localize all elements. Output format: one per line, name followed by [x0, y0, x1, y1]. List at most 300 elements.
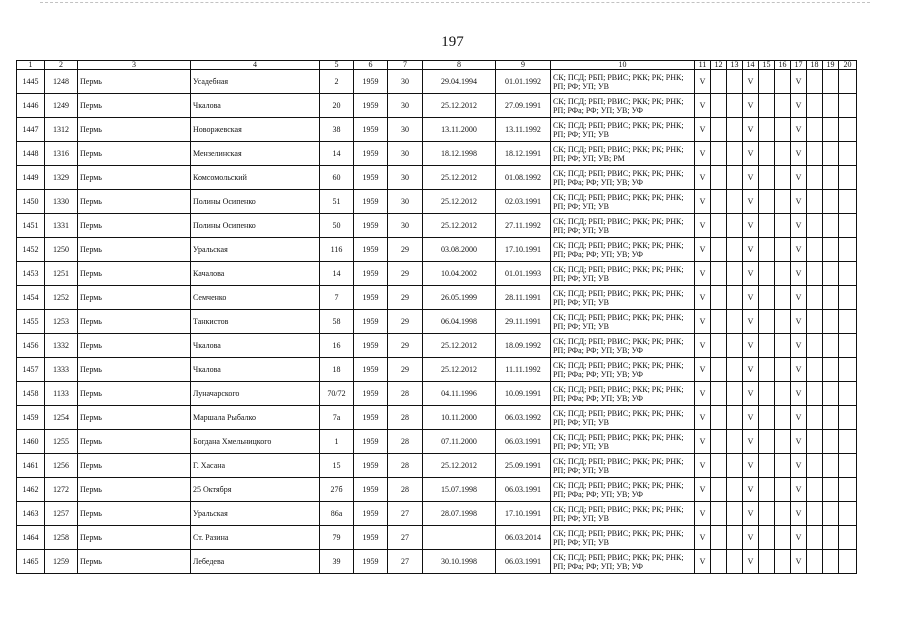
mark-cell-col-16 [775, 406, 791, 430]
wear-value-cell: 30 [388, 190, 423, 214]
mark-cell-col-12 [711, 118, 727, 142]
work-codes-cell: СК; ПСД; РБП; РВИС; РКК; РК; РНК; РП; РФа; РФ; УП; УВ; УФ [551, 358, 695, 382]
table-body [17, 70, 857, 574]
date-cell: 04.11.1996 [423, 382, 496, 406]
mark-cell-col-18 [807, 238, 823, 262]
date-cell: 17.10.1991 [496, 238, 551, 262]
mark-cell-col-11: V [695, 286, 711, 310]
mark-cell-col-19 [823, 454, 839, 478]
house-number-cell: 7а [320, 406, 354, 430]
date-cell: 18.12.1991 [496, 142, 551, 166]
mark-cell-col-15 [759, 502, 775, 526]
date-cell: 06.03.1991 [496, 430, 551, 454]
street-cell: Комсомольский [191, 166, 320, 190]
page-number: 197 [441, 34, 464, 50]
mark-cell-col-14: V [743, 142, 759, 166]
mark-cell-col-18 [807, 478, 823, 502]
mark-cell-col-16 [775, 430, 791, 454]
mark-cell-col-13 [727, 214, 743, 238]
mark-cell-col-14: V [743, 502, 759, 526]
mark-cell-col-20 [839, 214, 857, 238]
object-id-cell: 1251 [45, 262, 78, 286]
work-codes-cell: СК; ПСД; РБП; РВИС; РКК; РК; РНК; РП; РФа; РФ; УП; УВ; УФ [551, 166, 695, 190]
mark-cell-col-18 [807, 286, 823, 310]
street-cell: Полины Осипенко [191, 214, 320, 238]
row-number-cell: 1451 [17, 214, 45, 238]
mark-cell-col-16 [775, 454, 791, 478]
mark-cell-col-19 [823, 286, 839, 310]
work-codes-cell: СК; ПСД; РБП; РВИС; РКК; РК; РНК; РП; РФ; УП; УВ; РМ [551, 142, 695, 166]
date-cell: 06.03.2014 [496, 526, 551, 550]
col-header: 19 [823, 61, 839, 70]
mark-cell-col-20 [839, 286, 857, 310]
date-cell: 06.04.1998 [423, 310, 496, 334]
mark-cell-col-19 [823, 70, 839, 94]
street-cell: Г. Хасана [191, 454, 320, 478]
mark-cell-col-13 [727, 406, 743, 430]
row-number-cell: 1456 [17, 334, 45, 358]
mark-cell-col-11: V [695, 550, 711, 574]
wear-value-cell: 28 [388, 430, 423, 454]
mark-cell-col-15 [759, 334, 775, 358]
mark-cell-col-11: V [695, 70, 711, 94]
build-year-cell: 1959 [354, 70, 388, 94]
table-row [17, 478, 857, 502]
wear-value-cell: 28 [388, 478, 423, 502]
mark-cell-col-11: V [695, 358, 711, 382]
mark-cell-col-15 [759, 526, 775, 550]
mark-cell-col-14: V [743, 526, 759, 550]
mark-cell-col-11: V [695, 502, 711, 526]
street-cell: Богдана Хмельницкого [191, 430, 320, 454]
mark-cell-col-20 [839, 502, 857, 526]
build-year-cell: 1959 [354, 166, 388, 190]
mark-cell-col-12 [711, 166, 727, 190]
row-number-cell: 1450 [17, 190, 45, 214]
mark-cell-col-13 [727, 502, 743, 526]
object-id-cell: 1248 [45, 70, 78, 94]
col-header: 1 [17, 61, 45, 70]
build-year-cell: 1959 [354, 430, 388, 454]
work-codes-cell: СК; ПСД; РБП; РВИС; РКК; РК; РНК; РП; РФ; УП; УВ [551, 286, 695, 310]
mark-cell-col-16 [775, 286, 791, 310]
col-header: 15 [759, 61, 775, 70]
mark-cell-col-15 [759, 310, 775, 334]
date-cell: 18.12.1998 [423, 142, 496, 166]
date-cell: 15.07.1998 [423, 478, 496, 502]
mark-cell-col-18 [807, 142, 823, 166]
mark-cell-col-18 [807, 70, 823, 94]
mark-cell-col-15 [759, 166, 775, 190]
mark-cell-col-19 [823, 334, 839, 358]
object-id-cell: 1272 [45, 478, 78, 502]
wear-value-cell: 30 [388, 166, 423, 190]
date-cell: 29.11.1991 [496, 310, 551, 334]
mark-cell-col-17: V [791, 238, 807, 262]
mark-cell-col-12 [711, 238, 727, 262]
mark-cell-col-12 [711, 214, 727, 238]
col-header: 10 [551, 61, 695, 70]
mark-cell-col-19 [823, 214, 839, 238]
mark-cell-col-15 [759, 70, 775, 94]
mark-cell-col-17: V [791, 262, 807, 286]
object-id-cell: 1255 [45, 430, 78, 454]
mark-cell-col-12 [711, 550, 727, 574]
mark-cell-col-11: V [695, 166, 711, 190]
mark-cell-col-15 [759, 94, 775, 118]
mark-cell-col-17: V [791, 382, 807, 406]
mark-cell-col-20 [839, 334, 857, 358]
mark-cell-col-20 [839, 454, 857, 478]
mark-cell-col-15 [759, 406, 775, 430]
mark-cell-col-18 [807, 430, 823, 454]
city-cell: Пермь [78, 454, 191, 478]
mark-cell-col-19 [823, 310, 839, 334]
date-cell: 10.09.1991 [496, 382, 551, 406]
mark-cell-col-11: V [695, 214, 711, 238]
object-id-cell: 1133 [45, 382, 78, 406]
mark-cell-col-12 [711, 310, 727, 334]
mark-cell-col-17: V [791, 142, 807, 166]
city-cell: Пермь [78, 406, 191, 430]
object-id-cell: 1330 [45, 190, 78, 214]
mark-cell-col-18 [807, 454, 823, 478]
mark-cell-col-20 [839, 358, 857, 382]
mark-cell-col-17: V [791, 190, 807, 214]
city-cell: Пермь [78, 526, 191, 550]
city-cell: Пермь [78, 550, 191, 574]
object-id-cell: 1254 [45, 406, 78, 430]
mark-cell-col-11: V [695, 118, 711, 142]
city-cell: Пермь [78, 70, 191, 94]
build-year-cell: 1959 [354, 478, 388, 502]
row-number-cell: 1454 [17, 286, 45, 310]
table-row [17, 238, 857, 262]
row-number-cell: 1455 [17, 310, 45, 334]
mark-cell-col-19 [823, 238, 839, 262]
col-header: 12 [711, 61, 727, 70]
mark-cell-col-20 [839, 478, 857, 502]
wear-value-cell: 30 [388, 142, 423, 166]
work-codes-cell: СК; ПСД; РБП; РВИС; РКК; РК; РНК; РП; РФа; РФ; УП; УВ; УФ [551, 550, 695, 574]
col-header: 8 [423, 61, 496, 70]
mark-cell-col-15 [759, 262, 775, 286]
table-row [17, 118, 857, 142]
table-row [17, 166, 857, 190]
row-number-cell: 1459 [17, 406, 45, 430]
row-number-cell: 1446 [17, 94, 45, 118]
mark-cell-col-14: V [743, 166, 759, 190]
mark-cell-col-20 [839, 94, 857, 118]
mark-cell-col-15 [759, 118, 775, 142]
work-codes-cell: СК; ПСД; РБП; РВИС; РКК; РК; РНК; РП; РФ; УП; УВ [551, 310, 695, 334]
work-codes-cell: СК; ПСД; РБП; РВИС; РКК; РК; РНК; РП; РФа; РФ; УП; УВ; УФ [551, 334, 695, 358]
mark-cell-col-19 [823, 502, 839, 526]
mark-cell-col-18 [807, 406, 823, 430]
wear-value-cell: 29 [388, 262, 423, 286]
house-number-cell: 27б [320, 478, 354, 502]
mark-cell-col-19 [823, 94, 839, 118]
table-row [17, 358, 857, 382]
object-id-cell: 1253 [45, 310, 78, 334]
mark-cell-col-13 [727, 94, 743, 118]
table-row [17, 454, 857, 478]
street-cell: Усадебная [191, 70, 320, 94]
mark-cell-col-19 [823, 262, 839, 286]
table-row [17, 550, 857, 574]
mark-cell-col-15 [759, 478, 775, 502]
mark-cell-col-18 [807, 358, 823, 382]
date-cell: 29.04.1994 [423, 70, 496, 94]
wear-value-cell: 30 [388, 94, 423, 118]
row-number-cell: 1447 [17, 118, 45, 142]
mark-cell-col-13 [727, 286, 743, 310]
date-cell: 28.07.1998 [423, 502, 496, 526]
col-header: 18 [807, 61, 823, 70]
mark-cell-col-20 [839, 142, 857, 166]
mark-cell-col-14: V [743, 286, 759, 310]
house-number-cell: 70/72 [320, 382, 354, 406]
mark-cell-col-17: V [791, 286, 807, 310]
work-codes-cell: СК; ПСД; РБП; РВИС; РКК; РК; РНК; РП; РФ; УП; УВ [551, 70, 695, 94]
mark-cell-col-13 [727, 166, 743, 190]
table-row [17, 286, 857, 310]
mark-cell-col-12 [711, 262, 727, 286]
mark-cell-col-19 [823, 430, 839, 454]
mark-cell-col-18 [807, 382, 823, 406]
date-cell: 13.11.2000 [423, 118, 496, 142]
object-id-cell: 1256 [45, 454, 78, 478]
table-row [17, 526, 857, 550]
mark-cell-col-20 [839, 382, 857, 406]
mark-cell-col-19 [823, 142, 839, 166]
mark-cell-col-20 [839, 190, 857, 214]
build-year-cell: 1959 [354, 406, 388, 430]
mark-cell-col-17: V [791, 310, 807, 334]
house-number-cell: 116 [320, 238, 354, 262]
mark-cell-col-14: V [743, 430, 759, 454]
street-cell: Маршала Рыбалко [191, 406, 320, 430]
street-cell: Новоржевская [191, 118, 320, 142]
mark-cell-col-11: V [695, 190, 711, 214]
work-codes-cell: СК; ПСД; РБП; РВИС; РКК; РК; РНК; РП; РФа; РФ; УП; УВ; УФ [551, 478, 695, 502]
wear-value-cell: 29 [388, 334, 423, 358]
build-year-cell: 1959 [354, 310, 388, 334]
date-cell: 06.03.1992 [496, 406, 551, 430]
object-id-cell: 1258 [45, 526, 78, 550]
mark-cell-col-15 [759, 190, 775, 214]
street-cell: Луначарского [191, 382, 320, 406]
table-row [17, 142, 857, 166]
mark-cell-col-11: V [695, 238, 711, 262]
object-id-cell: 1331 [45, 214, 78, 238]
mark-cell-col-18 [807, 118, 823, 142]
mark-cell-col-15 [759, 286, 775, 310]
street-cell: Ст. Разина [191, 526, 320, 550]
mark-cell-col-16 [775, 310, 791, 334]
row-number-cell: 1445 [17, 70, 45, 94]
mark-cell-col-13 [727, 190, 743, 214]
mark-cell-col-19 [823, 478, 839, 502]
mark-cell-col-11: V [695, 310, 711, 334]
mark-cell-col-19 [823, 382, 839, 406]
wear-value-cell: 28 [388, 382, 423, 406]
mark-cell-col-14: V [743, 214, 759, 238]
row-number-cell: 1449 [17, 166, 45, 190]
mark-cell-col-11: V [695, 430, 711, 454]
mark-cell-col-19 [823, 526, 839, 550]
mark-cell-col-17: V [791, 406, 807, 430]
city-cell: Пермь [78, 94, 191, 118]
mark-cell-col-12 [711, 382, 727, 406]
date-cell: 25.09.1991 [496, 454, 551, 478]
build-year-cell: 1959 [354, 526, 388, 550]
build-year-cell: 1959 [354, 262, 388, 286]
date-cell: 26.05.1999 [423, 286, 496, 310]
row-number-cell: 1448 [17, 142, 45, 166]
mark-cell-col-17: V [791, 478, 807, 502]
mark-cell-col-13 [727, 310, 743, 334]
date-cell: 25.12.2012 [423, 334, 496, 358]
mark-cell-col-19 [823, 358, 839, 382]
table-row [17, 94, 857, 118]
work-codes-cell: СК; ПСД; РБП; РВИС; РКК; РК; РНК; РП; РФ; УП; УВ [551, 214, 695, 238]
object-id-cell: 1257 [45, 502, 78, 526]
city-cell: Пермь [78, 190, 191, 214]
wear-value-cell: 28 [388, 406, 423, 430]
work-codes-cell: СК; ПСД; РБП; РВИС; РКК; РК; РНК; РП; РФа; РФ; УП; УВ; УФ [551, 94, 695, 118]
mark-cell-col-17: V [791, 70, 807, 94]
mark-cell-col-17: V [791, 166, 807, 190]
mark-cell-col-16 [775, 190, 791, 214]
mark-cell-col-16 [775, 262, 791, 286]
house-number-cell: 16 [320, 334, 354, 358]
street-cell: Уральская [191, 238, 320, 262]
date-cell: 10.04.2002 [423, 262, 496, 286]
date-cell: 25.12.2012 [423, 166, 496, 190]
mark-cell-col-17: V [791, 358, 807, 382]
date-cell: 02.03.1991 [496, 190, 551, 214]
house-number-cell: 38 [320, 118, 354, 142]
row-number-cell: 1465 [17, 550, 45, 574]
mark-cell-col-14: V [743, 70, 759, 94]
mark-cell-col-12 [711, 358, 727, 382]
scan-edge-line [40, 2, 870, 3]
city-cell: Пермь [78, 334, 191, 358]
table-row [17, 310, 857, 334]
column-number-header [17, 61, 857, 70]
row-number-cell: 1457 [17, 358, 45, 382]
wear-value-cell: 29 [388, 310, 423, 334]
mark-cell-col-13 [727, 142, 743, 166]
street-cell: Чкалова [191, 94, 320, 118]
mark-cell-col-16 [775, 526, 791, 550]
date-cell: 27.09.1991 [496, 94, 551, 118]
date-cell: 11.11.1992 [496, 358, 551, 382]
col-header: 2 [45, 61, 78, 70]
mark-cell-col-14: V [743, 190, 759, 214]
house-number-cell: 7 [320, 286, 354, 310]
date-cell [423, 526, 496, 550]
mark-cell-col-12 [711, 334, 727, 358]
table-row [17, 430, 857, 454]
house-number-cell: 50 [320, 214, 354, 238]
date-cell: 27.11.1992 [496, 214, 551, 238]
mark-cell-col-13 [727, 550, 743, 574]
table-row [17, 502, 857, 526]
col-header: 16 [775, 61, 791, 70]
mark-cell-col-15 [759, 142, 775, 166]
mark-cell-col-20 [839, 262, 857, 286]
house-number-cell: 86а [320, 502, 354, 526]
object-id-cell: 1312 [45, 118, 78, 142]
work-codes-cell: СК; ПСД; РБП; РВИС; РКК; РК; РНК; РП; РФ; УП; УВ [551, 454, 695, 478]
build-year-cell: 1959 [354, 286, 388, 310]
mark-cell-col-18 [807, 94, 823, 118]
mark-cell-col-14: V [743, 334, 759, 358]
date-cell: 03.08.2000 [423, 238, 496, 262]
mark-cell-col-16 [775, 334, 791, 358]
city-cell: Пермь [78, 286, 191, 310]
city-cell: Пермь [78, 214, 191, 238]
street-cell: Танкистов [191, 310, 320, 334]
city-cell: Пермь [78, 478, 191, 502]
mark-cell-col-16 [775, 502, 791, 526]
mark-cell-col-14: V [743, 478, 759, 502]
date-cell: 07.11.2000 [423, 430, 496, 454]
date-cell: 01.01.1993 [496, 262, 551, 286]
street-cell: Уральская [191, 502, 320, 526]
mark-cell-col-13 [727, 454, 743, 478]
city-cell: Пермь [78, 142, 191, 166]
mark-cell-col-11: V [695, 142, 711, 166]
mark-cell-col-11: V [695, 262, 711, 286]
mark-cell-col-14: V [743, 310, 759, 334]
mark-cell-col-18 [807, 214, 823, 238]
city-cell: Пермь [78, 166, 191, 190]
work-codes-cell: СК; ПСД; РБП; РВИС; РКК; РК; РНК; РП; РФ; УП; УВ [551, 406, 695, 430]
mark-cell-col-14: V [743, 358, 759, 382]
house-number-cell: 51 [320, 190, 354, 214]
house-number-cell: 58 [320, 310, 354, 334]
build-year-cell: 1959 [354, 550, 388, 574]
col-header: 5 [320, 61, 354, 70]
work-codes-cell: СК; ПСД; РБП; РВИС; РКК; РК; РНК; РП; РФа; РФ; УП; УВ; УФ [551, 382, 695, 406]
mark-cell-col-17: V [791, 526, 807, 550]
date-cell: 06.03.1991 [496, 478, 551, 502]
mark-cell-col-12 [711, 526, 727, 550]
col-header: 14 [743, 61, 759, 70]
build-year-cell: 1959 [354, 334, 388, 358]
mark-cell-col-14: V [743, 262, 759, 286]
mark-cell-col-13 [727, 382, 743, 406]
mark-cell-col-16 [775, 166, 791, 190]
mark-cell-col-11: V [695, 334, 711, 358]
date-cell: 25.12.2012 [423, 214, 496, 238]
wear-value-cell: 30 [388, 70, 423, 94]
wear-value-cell: 27 [388, 526, 423, 550]
col-header: 11 [695, 61, 711, 70]
object-id-cell: 1252 [45, 286, 78, 310]
house-number-cell: 18 [320, 358, 354, 382]
street-cell: 25 Октября [191, 478, 320, 502]
mark-cell-col-17: V [791, 430, 807, 454]
row-number-cell: 1453 [17, 262, 45, 286]
mark-cell-col-16 [775, 214, 791, 238]
mark-cell-col-16 [775, 358, 791, 382]
object-id-cell: 1250 [45, 238, 78, 262]
mark-cell-col-11: V [695, 478, 711, 502]
